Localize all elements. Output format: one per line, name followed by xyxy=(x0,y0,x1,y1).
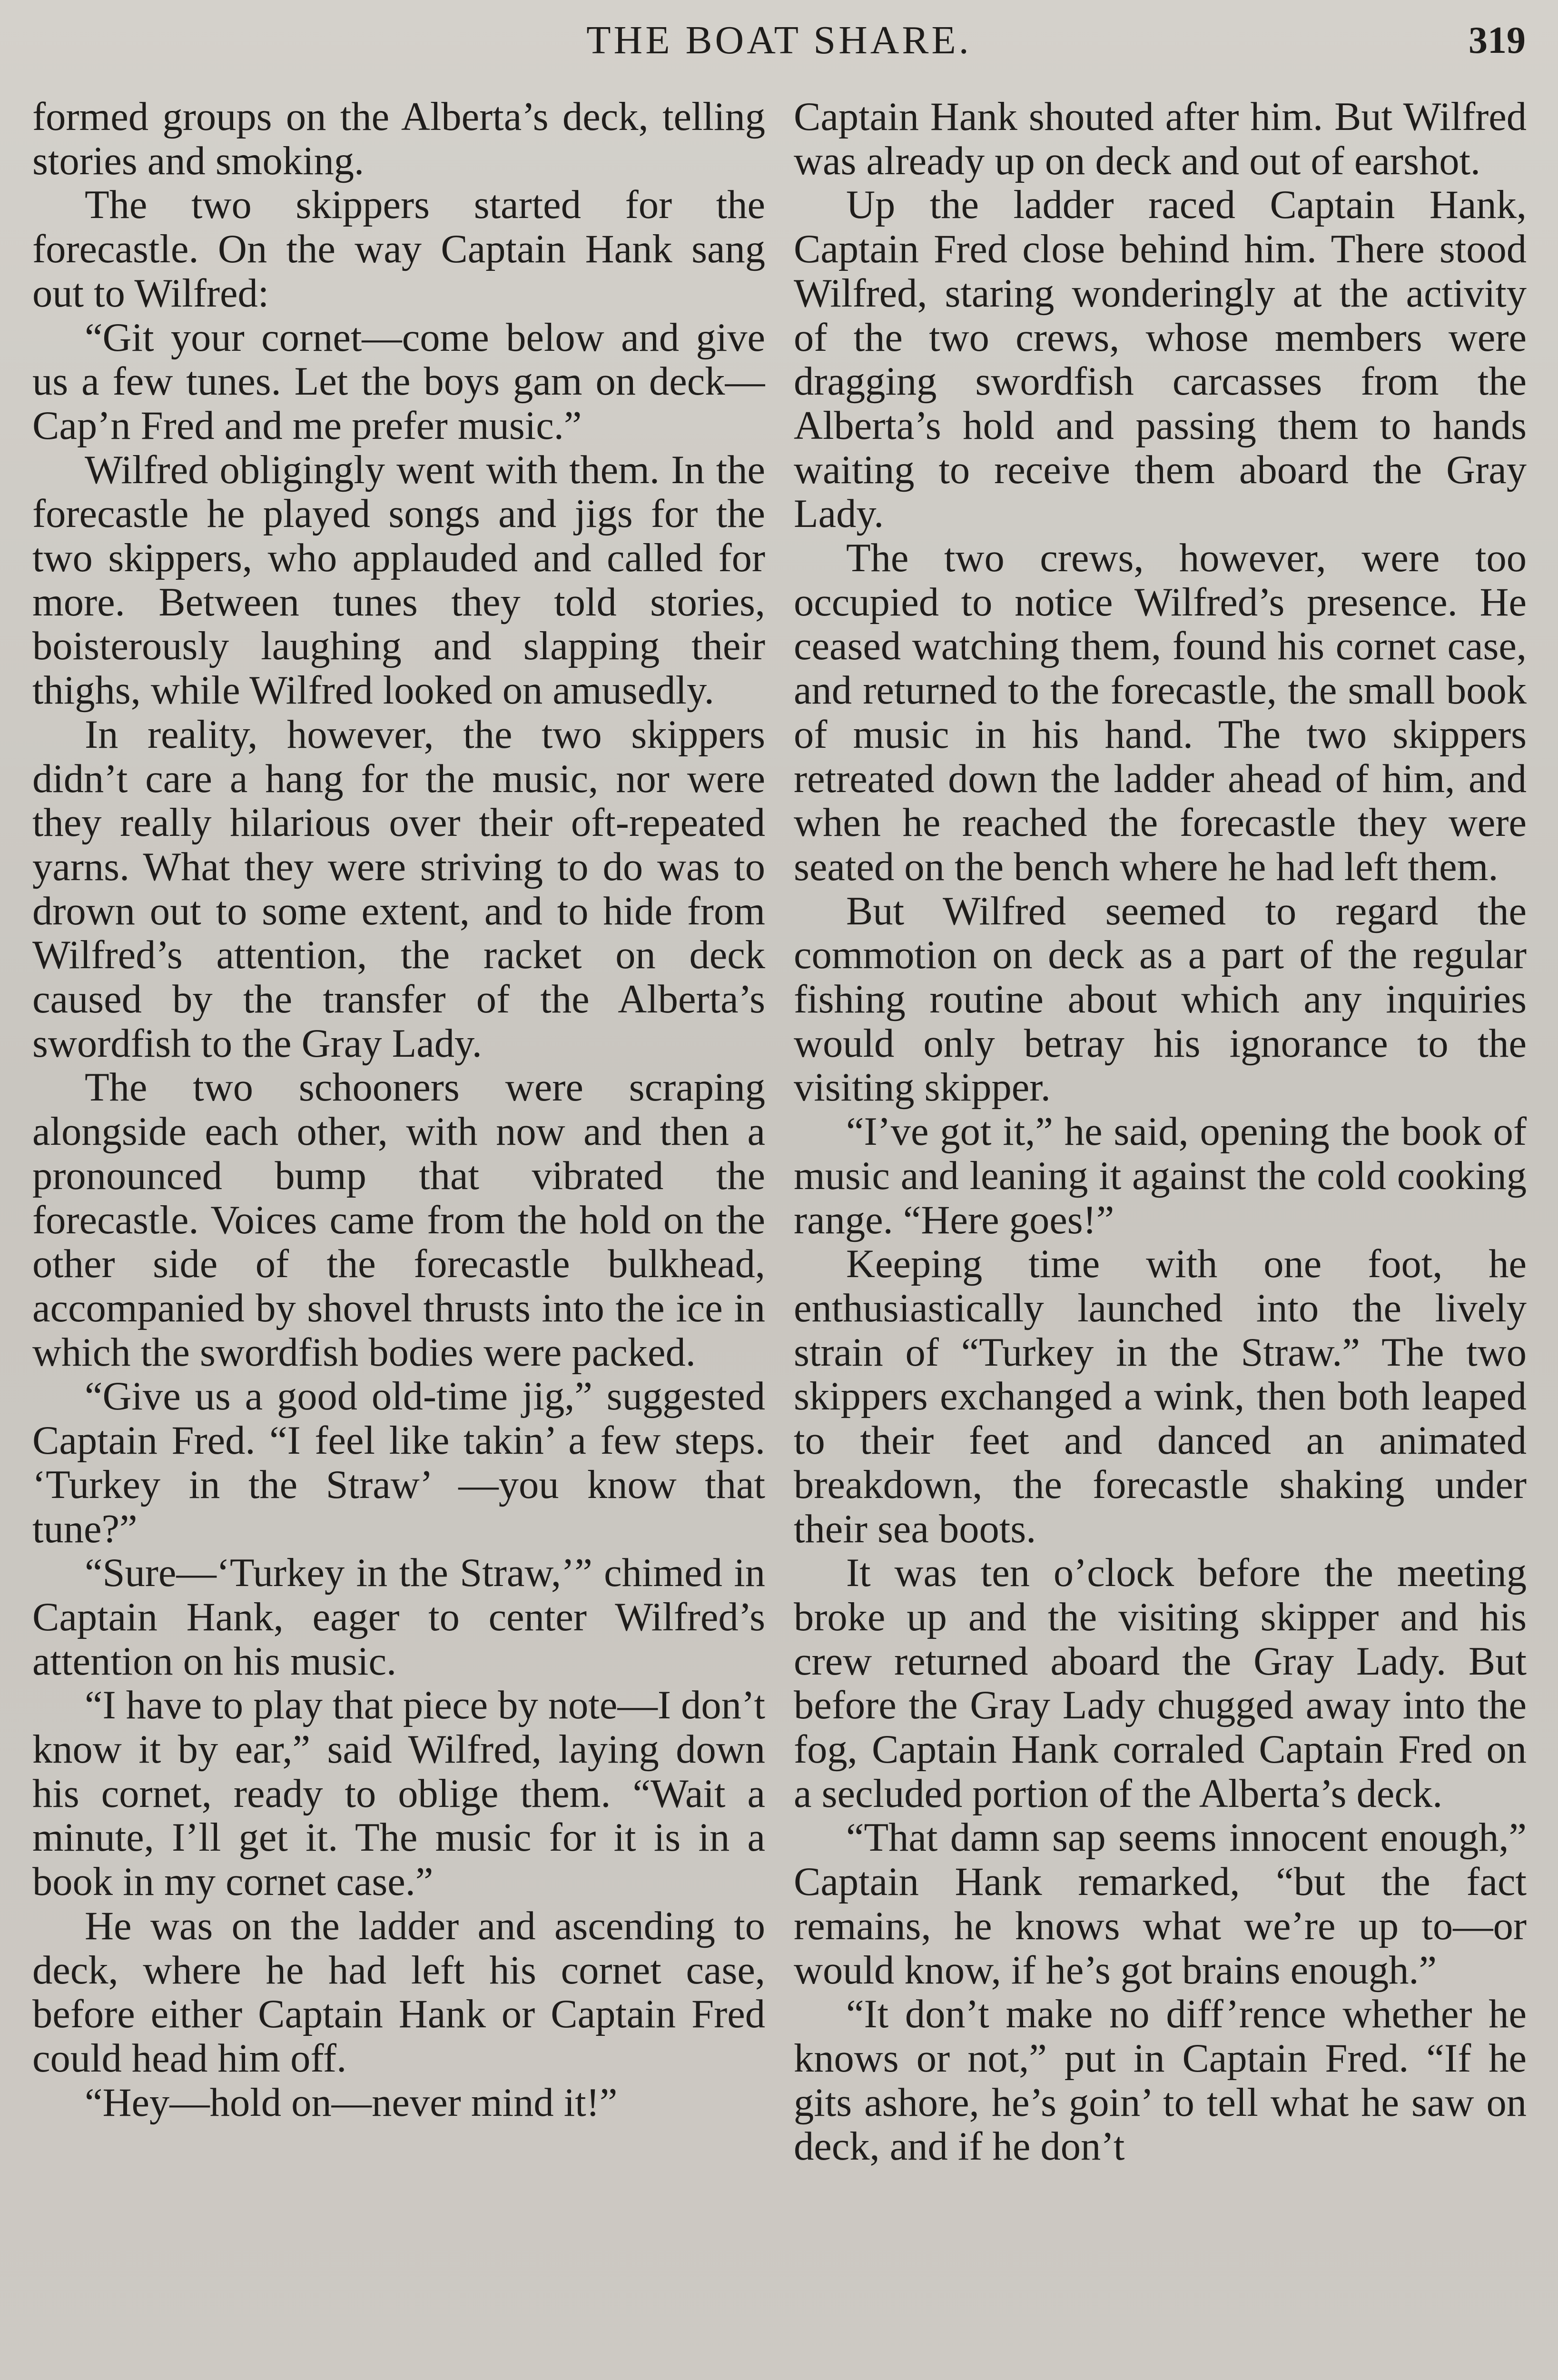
paragraph: “It don’t make no diff’rence whether he knows or not,” put in Captain Fred. “If he gits ashore, he’s goin’ to tell what he saw on deck, and if he don’t xyxy=(794,1992,1527,2169)
paragraph: In reality, however, the two skippers didn’t care a hang for the music, nor were they really hilarious over their oft-repeated yarns. What they were striving to do was to drown out to some extent, and to hide from Wilfred’s attention, the racket on deck caused by the transfer of the Alberta’s swordfish to the Gray Lady. xyxy=(32,712,765,1066)
paragraph: Keeping time with one foot, he enthusiastically launched into the lively strain of “Turkey in the Straw.” The two skippers exchanged a wink, then both leaped to their feet and danced an animated breakdown, the forecastle shaking under their sea boots. xyxy=(794,1242,1527,1551)
paragraph: “I have to play that piece by note—I don’t know it by ear,” said Wilfred, laying down his cornet, ready to oblige them. “Wait a minute, I’ll get it. The music for it is in a book in my cornet case.” xyxy=(32,1683,765,1904)
running-title: THE BOAT SHARE. xyxy=(586,18,972,62)
paragraph: formed groups on the Alberta’s deck, telling stories and smoking. xyxy=(32,95,765,183)
paragraph: Up the ladder raced Captain Hank, Captain Fred close behind him. There stood Wilfred, staring wonderingly at the activity of the two crews, whose members were dragging swordfish carcasses from the Alberta’s hold and passing them to hands waiting to receive them aboard the Gray Lady. xyxy=(794,183,1527,536)
paragraph: The two schooners were scraping alongside each other, with now and then a pronounced bump that vibrated the forecastle. Voices came from the hold on the other side of the forecastle bulkhead, accompanied by shovel thrusts into the ice in which the swordfish bodies were packed. xyxy=(32,1065,765,1375)
paragraph: “Hey—hold on—never mind it!” xyxy=(85,2080,618,2125)
page-number: 319 xyxy=(1469,20,1526,61)
paragraph: Captain Hank shouted after him. But Wilfred was already up on deck and out of earshot. xyxy=(794,95,1527,183)
running-head xyxy=(0,14,1558,67)
paragraph: It was ten o’clock before the meeting broke up and the visiting skipper and his crew returned aboard the Gray Lady. But before the Gray Lady chugged away into the fog, Captain Hank corraled Captain Fred on a secluded portion of the Alberta’s deck. xyxy=(794,1551,1527,1816)
paragraph: “Give us a good old-time jig,” suggested Captain Fred. “I feel like takin’ a few steps. ‘Turkey in the Straw’ —you know that tune?” xyxy=(32,1374,765,1551)
paragraph: “I’ve got it,” he said, opening the book of music and leaning it against the cold cooking range. “Here goes!” xyxy=(794,1110,1527,1242)
paragraph: “Sure—‘Turkey in the Straw,’” chimed in Captain Hank, eager to center Wilfred’s attention on his music. xyxy=(32,1551,765,1684)
paragraph: The two crews, however, were too occupied to notice Wilfred’s presence. He ceased watching them, found his cornet case, and returned to the forecastle, the small book of music in his hand. The two skippers retreated down the ladder ahead of him, and when he reached the forecastle they were seated on the bench where he had left them. xyxy=(794,536,1527,889)
paragraph: He was on the ladder and ascending to deck, where he had left his cornet case, before either Captain Hank or Captain Fred could head him off. xyxy=(32,1904,765,2081)
paragraph: “That damn sap seems innocent enough,” Captain Hank remarked, “but the fact remains, he knows what we’re up to—or would know, if he’s got brains enough.” xyxy=(794,1815,1527,1993)
paragraph: The two skippers started for the forecastle. On the way Captain Hank sang out to Wilfred: xyxy=(32,183,765,316)
paragraph: “Git your cornet—come below and give us a few tunes. Let the boys gam on deck—Cap’n Fred and me prefer music.” xyxy=(32,315,765,448)
left-column xyxy=(32,95,765,2375)
paragraph: Wilfred obligingly went with them. In the forecastle he played songs and jigs for the two skippers, who applauded and called for more. Between tunes they told stories, boisterously laughing and slapping their thighs, while Wilfred looked on amusedly. xyxy=(32,447,765,713)
right-column xyxy=(794,95,1527,2375)
paragraph: But Wilfred seemed to regard the commotion on deck as a part of the regular fishing routine about which any inquiries would only betray his ignorance to the visiting skipper. xyxy=(794,889,1527,1110)
